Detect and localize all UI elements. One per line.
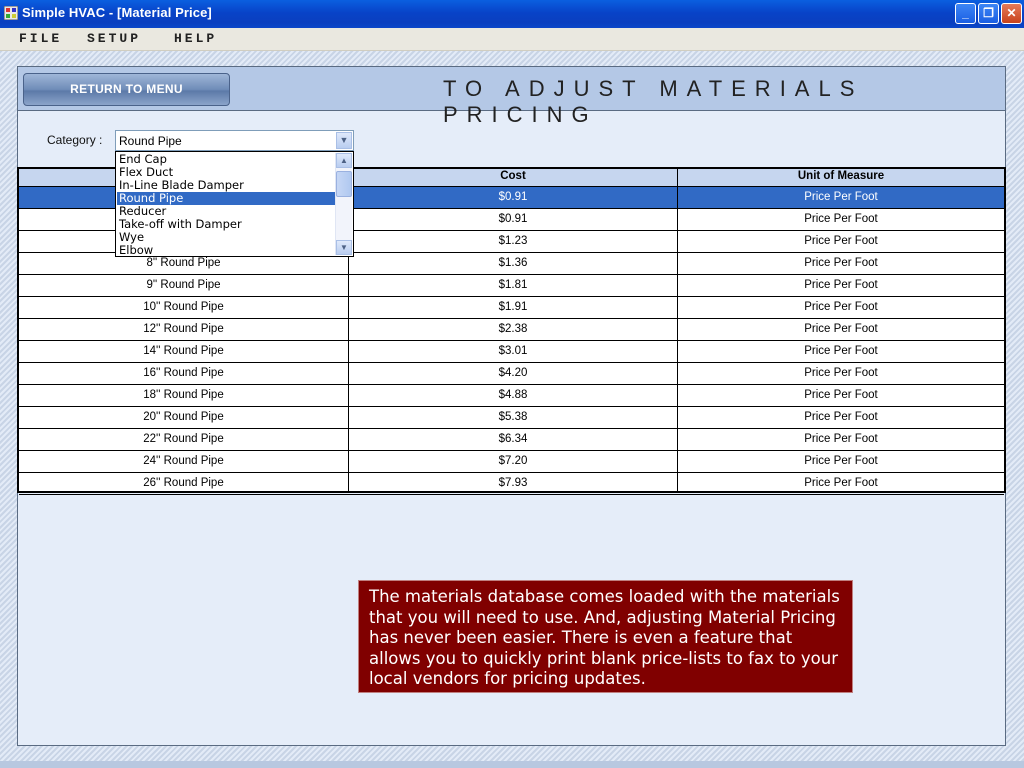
cell-unit[interactable]: Price Per Foot xyxy=(804,367,878,379)
cell-unit[interactable]: Price Per Foot xyxy=(804,477,878,489)
column-divider xyxy=(677,169,678,491)
cell-cost[interactable]: $5.38 xyxy=(498,411,528,423)
cell-item: 10'' Round Pipe xyxy=(143,301,224,313)
column-header-unit[interactable]: Unit of Measure xyxy=(797,170,885,182)
table-row[interactable] xyxy=(19,385,1004,407)
table-row[interactable] xyxy=(19,363,1004,385)
category-combobox[interactable] xyxy=(115,130,354,151)
cell-unit[interactable]: Price Per Foot xyxy=(804,213,878,225)
cell-cost[interactable]: $0.91 xyxy=(498,213,528,225)
cell-cost[interactable]: $1.91 xyxy=(498,301,528,313)
scroll-up-icon[interactable]: ▲ xyxy=(336,153,352,168)
cell-cost[interactable]: $4.20 xyxy=(498,367,528,379)
cell-cost[interactable]: $1.36 xyxy=(498,257,528,269)
category-selected-value: Round Pipe xyxy=(119,134,182,148)
page-heading: TO ADJUST MATERIALS PRICING xyxy=(443,76,864,127)
table-row[interactable] xyxy=(19,341,1004,363)
menu-setup[interactable]: SETUP xyxy=(87,31,142,46)
cell-cost[interactable]: $1.81 xyxy=(498,279,528,291)
cell-item: 20'' Round Pipe xyxy=(143,411,224,423)
cell-item: 22'' Round Pipe xyxy=(143,433,224,445)
cell-cost[interactable]: $7.93 xyxy=(498,477,528,489)
dropdown-scrollbar[interactable] xyxy=(335,153,352,255)
table-row[interactable] xyxy=(19,275,1004,297)
cell-item: 12'' Round Pipe xyxy=(143,323,224,335)
dropdown-option[interactable]: Take-off with Damper xyxy=(119,217,242,231)
cell-cost[interactable]: $0.91 xyxy=(498,191,528,203)
restore-button[interactable]: ❐ xyxy=(978,3,999,24)
window-title: Simple HVAC - [Material Price] xyxy=(22,5,212,20)
cell-item: 24'' Round Pipe xyxy=(143,455,224,467)
cell-cost[interactable]: $1.23 xyxy=(498,235,528,247)
info-note: The materials database comes loaded with the materials that you will need to use. And, adjusting Material Pricing has never been easier. There is even a feature that allows you to quickly print blank price-lists to fax to your local vendors for pricing updates. xyxy=(358,580,853,693)
dropdown-option[interactable]: Wye xyxy=(119,230,145,244)
category-dropdown-list[interactable] xyxy=(115,151,354,257)
dropdown-option[interactable]: Elbow xyxy=(119,243,154,257)
dropdown-option[interactable]: Reducer xyxy=(119,204,167,218)
cell-unit[interactable]: Price Per Foot xyxy=(804,279,878,291)
menu-bar xyxy=(0,28,1024,51)
chevron-down-icon[interactable]: ▼ xyxy=(336,132,352,149)
cell-cost[interactable]: $3.01 xyxy=(498,345,528,357)
cell-item: 8'' Round Pipe xyxy=(146,257,221,269)
cell-unit[interactable]: Price Per Foot xyxy=(804,411,878,423)
cell-item: 9'' Round Pipe xyxy=(146,279,221,291)
table-row[interactable] xyxy=(19,451,1004,473)
cell-unit[interactable]: Price Per Foot xyxy=(804,323,878,335)
dropdown-option[interactable]: In-Line Blade Damper xyxy=(119,178,244,192)
title-bar[interactable] xyxy=(0,0,1024,28)
bottom-border xyxy=(0,761,1024,768)
dropdown-option[interactable]: Flex Duct xyxy=(119,165,174,179)
cell-unit[interactable]: Price Per Foot xyxy=(804,389,878,401)
app-icon xyxy=(4,6,18,20)
table-row[interactable] xyxy=(19,407,1004,429)
column-header-cost[interactable]: Cost xyxy=(500,170,526,182)
cell-cost[interactable]: $6.34 xyxy=(498,433,528,445)
cell-item: 14'' Round Pipe xyxy=(143,345,224,357)
close-button[interactable]: ✕ xyxy=(1001,3,1022,24)
cell-unit[interactable]: Price Per Foot xyxy=(804,433,878,445)
table-row[interactable] xyxy=(19,473,1004,495)
menu-file[interactable]: FILE xyxy=(19,31,63,46)
scrollbar-thumb[interactable] xyxy=(336,171,352,197)
cell-unit[interactable]: Price Per Foot xyxy=(804,191,878,203)
cell-unit[interactable]: Price Per Foot xyxy=(804,235,878,247)
cell-unit[interactable]: Price Per Foot xyxy=(804,345,878,357)
table-row[interactable] xyxy=(19,429,1004,451)
menu-help[interactable]: HELP xyxy=(174,31,218,46)
cell-unit[interactable]: Price Per Foot xyxy=(804,455,878,467)
cell-item: 26'' Round Pipe xyxy=(143,477,224,489)
cell-cost[interactable]: $4.88 xyxy=(498,389,528,401)
dropdown-option[interactable]: End Cap xyxy=(119,152,167,166)
cell-cost[interactable]: $2.38 xyxy=(498,323,528,335)
dropdown-option[interactable]: Round Pipe xyxy=(117,192,339,205)
minimize-button[interactable]: _ xyxy=(955,3,976,24)
cell-unit[interactable]: Price Per Foot xyxy=(804,301,878,313)
scroll-down-icon[interactable]: ▼ xyxy=(336,240,352,255)
cell-item: 16'' Round Pipe xyxy=(143,367,224,379)
table-row[interactable] xyxy=(19,319,1004,341)
cell-cost[interactable]: $7.20 xyxy=(498,455,528,467)
cell-item: 18'' Round Pipe xyxy=(143,389,224,401)
category-label: Category : xyxy=(47,133,103,147)
return-to-menu-button[interactable]: RETURN TO MENU xyxy=(23,73,230,106)
table-row[interactable] xyxy=(19,297,1004,319)
cell-unit[interactable]: Price Per Foot xyxy=(804,257,878,269)
